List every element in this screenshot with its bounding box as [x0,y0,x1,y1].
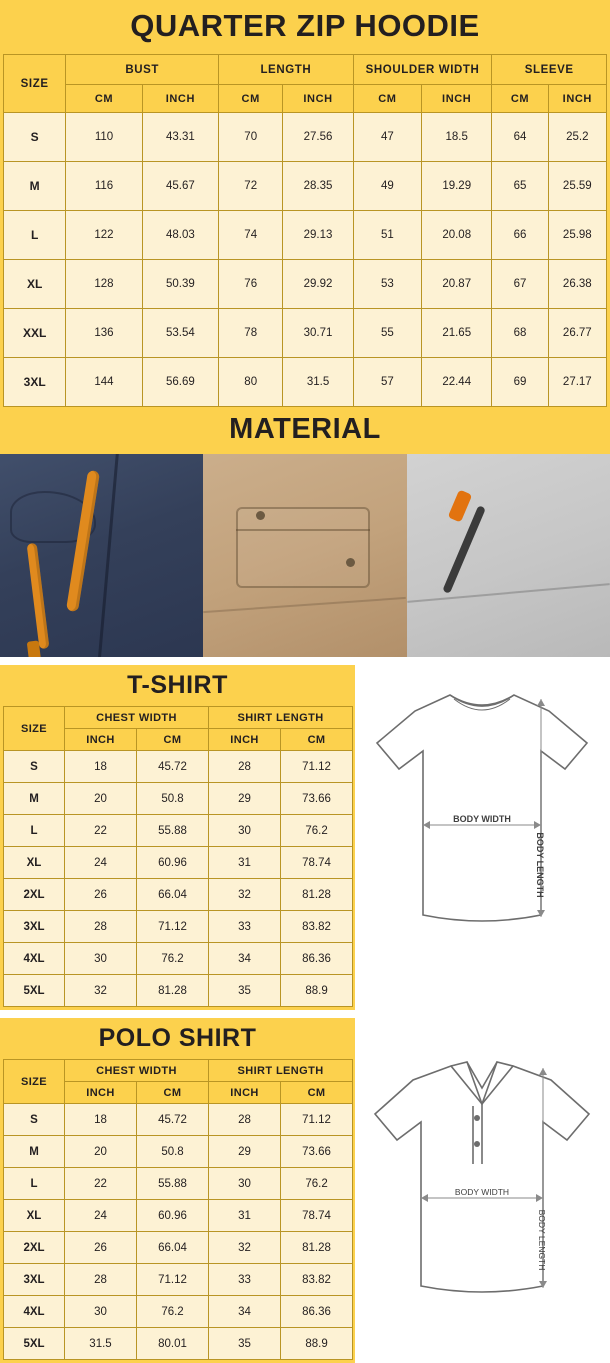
tshirt-header-row [4,707,353,729]
tshirt-cell-length-inch: 33 [209,911,281,943]
polo-cell-size: M [4,1136,65,1168]
polo-cell-length-inch: 31 [209,1200,281,1232]
hoodie-bust-inch-header: INCH [142,85,218,113]
hoodie-cell-length-cm: 74 [219,211,283,260]
table-row [4,260,607,309]
polo-cell-chest-inch: 24 [65,1200,137,1232]
tshirt-size-table [3,706,353,1007]
navy-hoodie-drawstring-photo [0,454,203,657]
polo-body-length-label: BODY LENGTH [537,1209,547,1271]
hoodie-cell-bust-inch: 56.69 [142,358,218,407]
hoodie-col-shoulder: SHOULDER WIDTH [353,55,492,85]
polo-cell-size: 3XL [4,1264,65,1296]
polo-col-size: SIZE [4,1060,65,1104]
hoodie-cell-bust-cm: 128 [66,260,142,309]
tshirt-cell-length-cm: 83.82 [281,911,353,943]
hoodie-cell-sleeve-cm: 66 [492,211,548,260]
hoodie-cell-sleeve-inch: 26.38 [548,260,606,309]
tshirt-cell-length-cm: 81.28 [281,879,353,911]
polo-cell-length-inch: 30 [209,1168,281,1200]
hoodie-cell-shoulder-cm: 53 [353,260,421,309]
hoodie-cell-length-cm: 72 [219,162,283,211]
polo-table-body [4,1104,353,1360]
hoodie-cell-shoulder-cm: 51 [353,211,421,260]
polo-cell-length-inch: 29 [209,1136,281,1168]
polo-cell-length-inch: 34 [209,1296,281,1328]
tshirt-cell-chest-cm: 76.2 [137,943,209,975]
polo-size-table [3,1059,353,1360]
tshirt-cell-chest-cm: 45.72 [137,751,209,783]
tshirt-cell-length-inch: 28 [209,751,281,783]
grey-sleeve-zipper-photo [407,454,610,657]
polo-cell-length-inch: 33 [209,1264,281,1296]
hoodie-col-length: LENGTH [219,55,354,85]
tshirt-cell-size: 5XL [4,975,65,1007]
polo-cell-length-cm: 73.66 [281,1136,353,1168]
table-row [4,1168,353,1200]
tshirt-cell-length-cm: 71.12 [281,751,353,783]
hoodie-cell-bust-inch: 50.39 [142,260,218,309]
hoodie-cell-size: L [4,211,66,260]
hoodie-cell-shoulder-inch: 21.65 [422,309,492,358]
tshirt-table-body [4,751,353,1007]
tshirt-cell-length-inch: 35 [209,975,281,1007]
polo-diagram [355,1018,610,1363]
table-row [4,1296,353,1328]
tshirt-chest-inch-header: INCH [65,729,137,751]
hoodie-length-inch-header: INCH [283,85,353,113]
hoodie-bust-cm-header: CM [66,85,142,113]
hoodie-cell-size: XXL [4,309,66,358]
polo-cell-size: XL [4,1200,65,1232]
table-row [4,1232,353,1264]
table-row [4,1104,353,1136]
tshirt-diagram [355,665,610,1010]
polo-cell-size: S [4,1104,65,1136]
table-row [4,943,353,975]
tshirt-col-length: SHIRT LENGTH [209,707,353,729]
hoodie-title: QUARTER ZIP HOODIE [0,0,610,54]
polo-cell-size: 4XL [4,1296,65,1328]
hoodie-cell-length-cm: 78 [219,309,283,358]
hoodie-cell-sleeve-inch: 26.77 [548,309,606,358]
tshirt-col-chest: CHEST WIDTH [65,707,209,729]
polo-cell-length-cm: 71.12 [281,1104,353,1136]
tshirt-chest-cm-header: CM [137,729,209,751]
section-spacer [0,657,610,665]
hoodie-cell-sleeve-cm: 69 [492,358,548,407]
table-row [4,751,353,783]
tshirt-cell-size: M [4,783,65,815]
hoodie-cell-shoulder-cm: 57 [353,358,421,407]
hoodie-cell-size: 3XL [4,358,66,407]
hoodie-cell-size: XL [4,260,66,309]
khaki-sleeve-pocket-photo [203,454,406,657]
hoodie-section [0,0,610,454]
tshirt-cell-length-cm: 86.36 [281,943,353,975]
hoodie-cell-bust-inch: 48.03 [142,211,218,260]
table-row [4,783,353,815]
hoodie-cell-bust-cm: 116 [66,162,142,211]
tshirt-body-width-label: BODY WIDTH [453,814,511,824]
hoodie-shoulder-cm-header: CM [353,85,421,113]
hoodie-cell-sleeve-inch: 25.2 [548,113,606,162]
material-title: MATERIAL [0,407,610,454]
polo-length-cm-header: CM [281,1082,353,1104]
polo-col-chest: CHEST WIDTH [65,1060,209,1082]
tshirt-cell-length-cm: 73.66 [281,783,353,815]
hoodie-shoulder-inch-header: INCH [422,85,492,113]
polo-cell-chest-cm: 60.96 [137,1200,209,1232]
polo-cell-length-inch: 28 [209,1104,281,1136]
tshirt-cell-chest-inch: 28 [65,911,137,943]
tshirt-cell-chest-inch: 32 [65,975,137,1007]
hoodie-cell-length-inch: 31.5 [283,358,353,407]
tshirt-cell-length-inch: 29 [209,783,281,815]
polo-title: POLO SHIRT [98,1024,257,1052]
table-row [4,358,607,407]
hoodie-cell-shoulder-inch: 20.08 [422,211,492,260]
table-row [4,162,607,211]
polo-cell-length-cm: 83.82 [281,1264,353,1296]
tshirt-table-wrap [0,665,355,1010]
polo-cell-chest-cm: 71.12 [137,1264,209,1296]
tshirt-cell-chest-cm: 66.04 [137,879,209,911]
hoodie-cell-length-inch: 29.13 [283,211,353,260]
tshirt-cell-chest-inch: 18 [65,751,137,783]
hoodie-table-body [4,113,607,407]
polo-cell-length-cm: 78.74 [281,1200,353,1232]
hoodie-cell-shoulder-cm: 55 [353,309,421,358]
hoodie-cell-length-inch: 28.35 [283,162,353,211]
hoodie-cell-shoulder-inch: 18.5 [422,113,492,162]
polo-cell-chest-cm: 45.72 [137,1104,209,1136]
tshirt-cell-size: S [4,751,65,783]
polo-cell-size: 2XL [4,1232,65,1264]
tshirt-body-length-label: BODY LENGTH [535,832,545,898]
polo-cell-length-inch: 32 [209,1232,281,1264]
polo-cell-chest-inch: 20 [65,1136,137,1168]
table-row [4,309,607,358]
hoodie-cell-sleeve-inch: 25.98 [548,211,606,260]
hoodie-sleeve-cm-header: CM [492,85,548,113]
hoodie-sleeve-inch-header: INCH [548,85,606,113]
hoodie-cell-sleeve-inch: 27.17 [548,358,606,407]
hoodie-cell-shoulder-cm: 47 [353,113,421,162]
table-row [4,1264,353,1296]
table-row [4,815,353,847]
tshirt-cell-length-cm: 78.74 [281,847,353,879]
tshirt-cell-size: L [4,815,65,847]
hoodie-cell-length-cm: 70 [219,113,283,162]
hoodie-col-bust: BUST [66,55,219,85]
polo-illustration [355,1018,610,1334]
tshirt-cell-length-inch: 34 [209,943,281,975]
tshirt-cell-chest-cm: 81.28 [137,975,209,1007]
tshirt-cell-size: XL [4,847,65,879]
hoodie-size-table [3,54,607,407]
tshirt-cell-length-cm: 88.9 [281,975,353,1007]
polo-cell-size: 5XL [4,1328,65,1360]
hoodie-cell-bust-cm: 144 [66,358,142,407]
hoodie-cell-sleeve-cm: 65 [492,162,548,211]
tshirt-cell-size: 3XL [4,911,65,943]
polo-cell-length-cm: 88.9 [281,1328,353,1360]
polo-cell-chest-inch: 18 [65,1104,137,1136]
tshirt-cell-chest-inch: 30 [65,943,137,975]
hoodie-cell-shoulder-cm: 49 [353,162,421,211]
polo-cell-chest-cm: 80.01 [137,1328,209,1360]
polo-cell-length-cm: 76.2 [281,1168,353,1200]
hoodie-cell-shoulder-inch: 22.44 [422,358,492,407]
hoodie-cell-length-cm: 76 [219,260,283,309]
tshirt-cell-length-inch: 32 [209,879,281,911]
table-row [4,847,353,879]
polo-cell-length-cm: 81.28 [281,1232,353,1264]
polo-cell-chest-cm: 50.8 [137,1136,209,1168]
tshirt-cell-chest-inch: 22 [65,815,137,847]
hoodie-cell-size: M [4,162,66,211]
tshirt-section [0,665,610,1010]
polo-col-length: SHIRT LENGTH [209,1060,353,1082]
table-row [4,1136,353,1168]
polo-cell-chest-cm: 55.88 [137,1168,209,1200]
tshirt-cell-chest-cm: 50.8 [137,783,209,815]
polo-cell-chest-inch: 31.5 [65,1328,137,1360]
hoodie-cell-shoulder-inch: 20.87 [422,260,492,309]
polo-cell-chest-inch: 28 [65,1264,137,1296]
polo-length-inch-header: INCH [209,1082,281,1104]
tshirt-illustration [355,665,610,981]
polo-cell-chest-inch: 26 [65,1232,137,1264]
polo-header-row [4,1060,353,1082]
tshirt-cell-length-inch: 31 [209,847,281,879]
table-row [4,1328,353,1360]
material-photo-strip [0,454,610,657]
table-row [4,113,607,162]
table-row [4,975,353,1007]
polo-cell-size: L [4,1168,65,1200]
hoodie-cell-bust-cm: 122 [66,211,142,260]
polo-cell-length-inch: 35 [209,1328,281,1360]
hoodie-cell-bust-cm: 136 [66,309,142,358]
table-row [4,1200,353,1232]
tshirt-cell-chest-inch: 26 [65,879,137,911]
hoodie-cell-length-cm: 80 [219,358,283,407]
polo-cell-chest-inch: 22 [65,1168,137,1200]
tshirt-title: T-SHIRT [127,671,228,699]
hoodie-length-cm-header: CM [219,85,283,113]
tshirt-length-cm-header: CM [281,729,353,751]
tshirt-col-size: SIZE [4,707,65,751]
hoodie-cell-sleeve-cm: 68 [492,309,548,358]
tshirt-cell-chest-cm: 55.88 [137,815,209,847]
hoodie-cell-bust-inch: 45.67 [142,162,218,211]
tshirt-cell-chest-inch: 20 [65,783,137,815]
tshirt-cell-size: 2XL [4,879,65,911]
hoodie-cell-size: S [4,113,66,162]
table-row [4,211,607,260]
tshirt-cell-size: 4XL [4,943,65,975]
section-spacer-2 [0,1010,610,1018]
hoodie-cell-length-inch: 30.71 [283,309,353,358]
hoodie-cell-length-inch: 29.92 [283,260,353,309]
hoodie-col-size: SIZE [4,55,66,113]
tshirt-cell-chest-cm: 60.96 [137,847,209,879]
polo-body-width-label: BODY WIDTH [454,1187,510,1197]
polo-table-wrap [0,1018,355,1363]
table-row [4,911,353,943]
hoodie-cell-bust-inch: 43.31 [142,113,218,162]
hoodie-header-row [4,55,607,85]
tshirt-length-inch-header: INCH [209,729,281,751]
hoodie-cell-bust-cm: 110 [66,113,142,162]
hoodie-cell-sleeve-cm: 67 [492,260,548,309]
hoodie-subheader-row [4,85,607,113]
polo-chest-inch-header: INCH [65,1082,137,1104]
tshirt-cell-chest-inch: 24 [65,847,137,879]
hoodie-cell-sleeve-inch: 25.59 [548,162,606,211]
hoodie-cell-shoulder-inch: 19.29 [422,162,492,211]
tshirt-cell-chest-cm: 71.12 [137,911,209,943]
table-row [4,879,353,911]
polo-section [0,1018,610,1363]
tshirt-cell-length-cm: 76.2 [281,815,353,847]
polo-cell-chest-cm: 66.04 [137,1232,209,1264]
hoodie-cell-sleeve-cm: 64 [492,113,548,162]
hoodie-col-sleeve: SLEEVE [492,55,607,85]
polo-cell-length-cm: 86.36 [281,1296,353,1328]
polo-cell-chest-cm: 76.2 [137,1296,209,1328]
polo-chest-cm-header: CM [137,1082,209,1104]
hoodie-cell-bust-inch: 53.54 [142,309,218,358]
tshirt-cell-length-inch: 30 [209,815,281,847]
hoodie-cell-length-inch: 27.56 [283,113,353,162]
polo-cell-chest-inch: 30 [65,1296,137,1328]
